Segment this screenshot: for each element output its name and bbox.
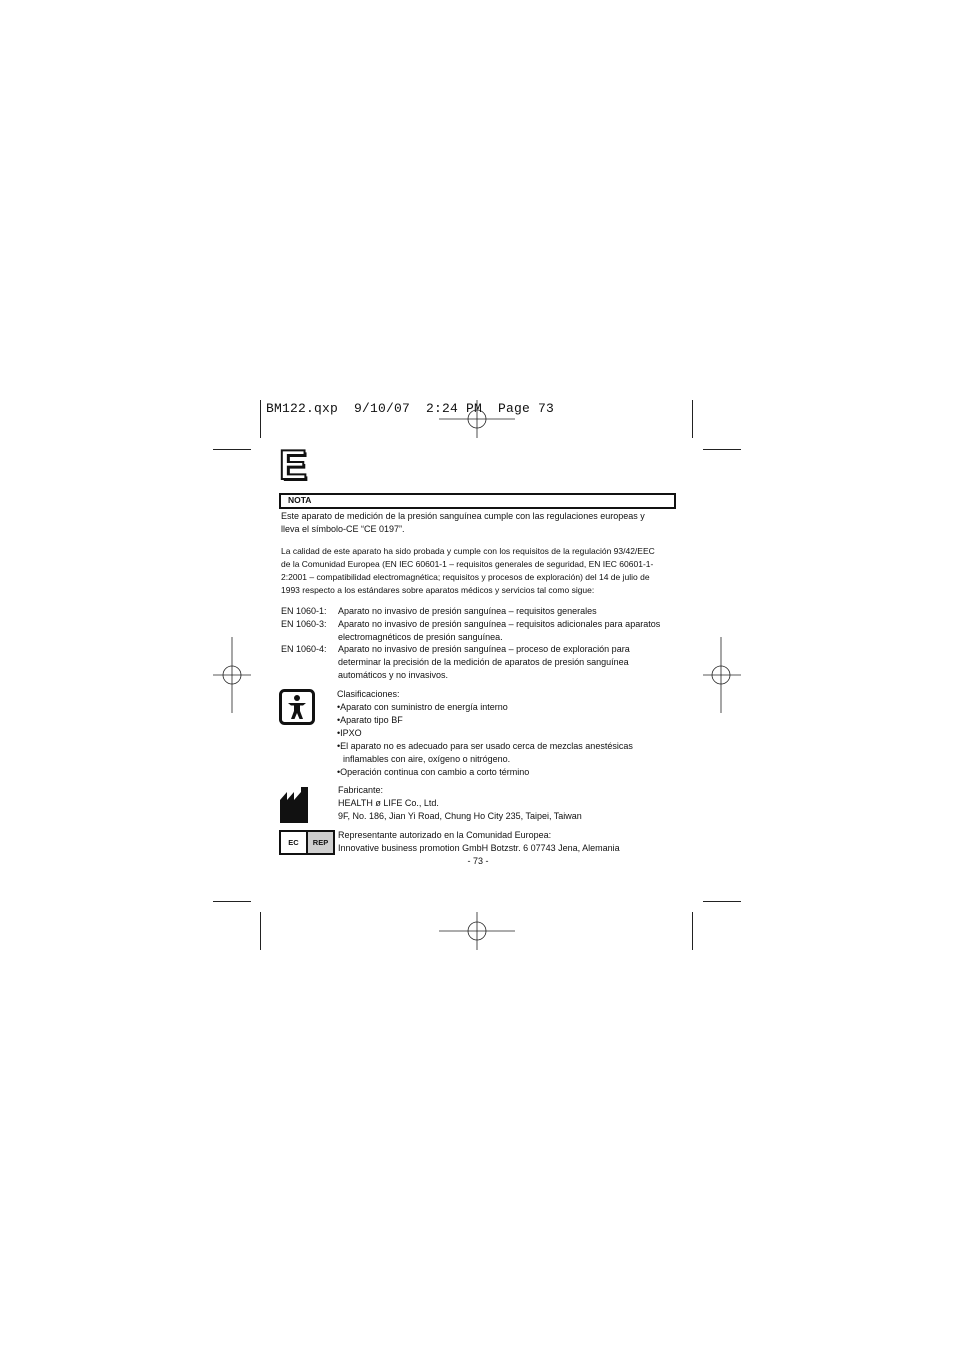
- type-bf-applied-part-icon: [279, 689, 315, 725]
- list-item: • Aparato tipo BF: [337, 714, 657, 727]
- manufacturer-factory-icon: [279, 786, 309, 824]
- manufacturer-address: 9F, No. 186, Jian Yi Road, Chung Ho City 235, Taipei, Taiwan: [338, 811, 582, 821]
- standard-en1060-1: [281, 605, 673, 618]
- classifications: [337, 688, 657, 779]
- list-item: • El aparato no es adecuado para ser usado cerca de mezclas anestésicas inflamables con aire, oxígeno o nitrógeno.: [337, 740, 653, 766]
- nota-paragraph-2: La calidad de este aparato ha sido probada y cumple con los requisitos de la regulación 93/42/EEC de la Comunidad Europea (EN IEC 60601-1 – requisitos generales de seguridad, EN IEC 60601-1- 2:2001 – compatibilidad electromagnética; requisitos y procesos de exploración) del 14 de julio de 1993 respecto a los estándares sobre aparatos médicos y servicios tal como sigue:: [281, 546, 655, 595]
- standard-description: Aparato no invasivo de presión sanguínea – proceso de exploración para determinar la precisión de la medición de aparatos de presión sanguínea automáticos y no invasivos.: [338, 644, 630, 680]
- ec-badge-label: EC: [281, 832, 308, 853]
- standard-description: Aparato no invasivo de presión sanguínea – requisitos adicionales para aparatos electromagnéticos de presión sanguínea.: [338, 619, 661, 642]
- manufacturer-name: HEALTH ø LIFE Co., Ltd.: [338, 798, 439, 808]
- file-slug-line: BM122.qxp 9/10/07 2:24 PM Page 73: [266, 401, 555, 416]
- standard-code: EN 1060-3:: [281, 619, 327, 629]
- list-item: • Aparato con suministro de energía interno: [337, 701, 657, 714]
- eu-representative-address: Innovative business promotion GmbH Botzstr. 6 07743 Jena, Alemania: [338, 843, 620, 853]
- standard-description: Aparato no invasivo de presión sanguínea – requisitos generales: [338, 606, 597, 616]
- page-number: - 73 -: [467, 856, 489, 866]
- rep-badge-label: REP: [308, 832, 333, 853]
- manufacturer-info: [338, 784, 658, 823]
- eu-representative-label: Representante autorizado en la Comunidad Europea:: [338, 830, 552, 840]
- eu-representative-info: [338, 829, 658, 855]
- standard-code: EN 1060-1:: [281, 606, 327, 616]
- list-item: • Operación continua con cambio a corto término: [337, 766, 657, 779]
- nota-heading-bar: [279, 493, 676, 509]
- standard-en1060-3: [281, 618, 673, 644]
- standard-code: EN 1060-4:: [281, 644, 327, 654]
- standard-en1060-4: [281, 643, 673, 682]
- manufacturer-label: Fabricante:: [338, 785, 384, 795]
- language-letter: E: [279, 441, 308, 488]
- nota-paragraph-1: Este aparato de medición de la presión sanguínea cumple con las regulaciones europeas y lleva el símbolo-CE “CE 0197”.: [281, 511, 645, 534]
- nota-heading: NOTA: [288, 495, 312, 505]
- classifications-title: Clasificaciones:: [337, 689, 400, 699]
- ec-rep-symbol: [279, 830, 335, 855]
- list-item: • IPXO: [337, 727, 657, 740]
